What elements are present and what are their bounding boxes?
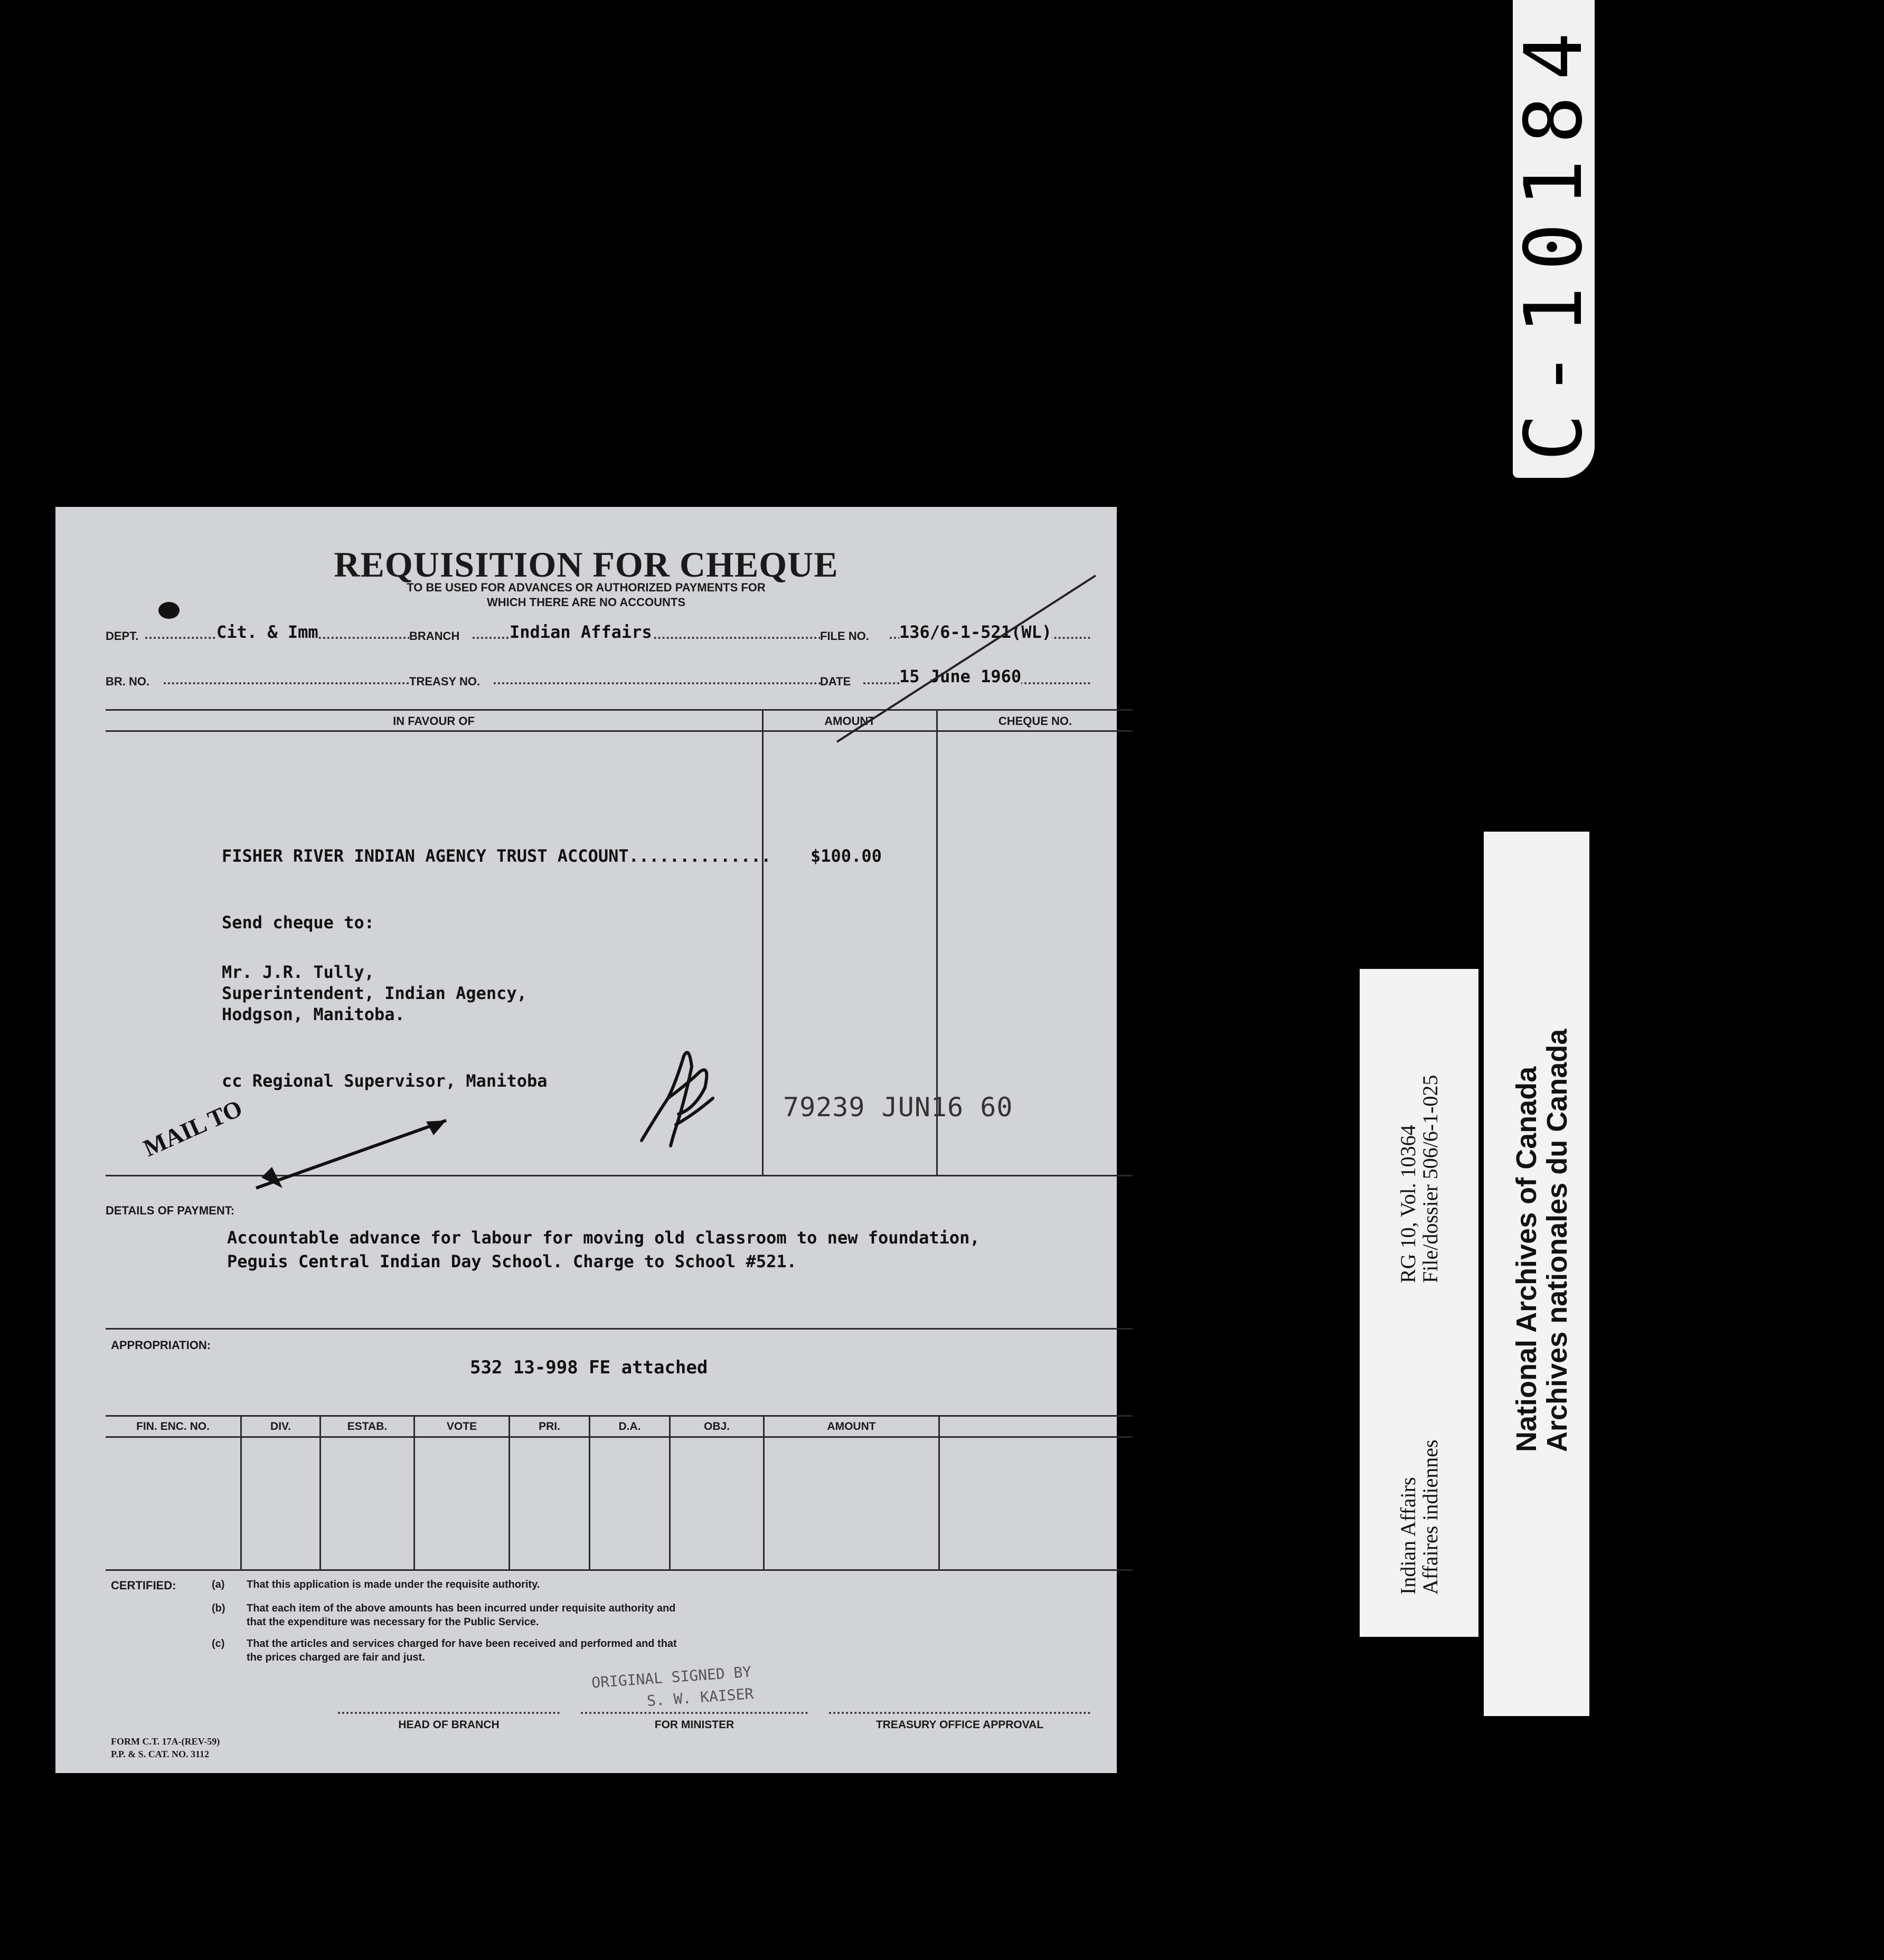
coding-divider	[589, 1415, 590, 1571]
coding-divider	[508, 1415, 510, 1571]
file-no-value: 136/6-1-521(WL)	[899, 622, 1052, 642]
col-cheque-no: CHEQUE NO.	[998, 714, 1072, 728]
coding-header-div: DIV.	[270, 1420, 291, 1433]
cert-a: That this application is made under the requisite authority.	[247, 1579, 540, 1590]
coding-top-rule	[106, 1415, 1133, 1417]
treasy-no-label: TREASY NO.	[409, 675, 481, 688]
col-amount: AMOUNT	[824, 714, 875, 728]
cert-c-letter: (c)	[212, 1638, 225, 1650]
coding-header-da: D.A.	[618, 1420, 641, 1433]
details-label: DETAILS OF PAYMENT:	[106, 1204, 235, 1217]
br-no-label: BR. NO.	[106, 675, 150, 688]
cert-b-2: that the expenditure was necessary for the Public Service.	[247, 1616, 539, 1628]
mail-to-stamp: MAIL TO	[139, 1094, 247, 1162]
for-minister-label: FOR MINISTER	[654, 1719, 734, 1731]
details-line-2: Peguis Central Indian Day School. Charge to School #521.	[227, 1251, 797, 1271]
address-line-2: Superintendent, Indian Agency,	[222, 983, 527, 1003]
coding-header-obj: OBJ.	[703, 1420, 730, 1433]
strike-line	[832, 570, 1106, 745]
coding-header-fin-enc: FIN. ENC. NO.	[136, 1420, 210, 1433]
col-in-favour-of: IN FAVOUR OF	[393, 714, 475, 728]
cheque-stamp-number: 79239 JUN16 60	[783, 1092, 1013, 1123]
branch-label: BRANCH	[409, 629, 460, 643]
form-subtitle-1: TO BE USED FOR ADVANCES OR AUTHORIZED PAYMENTS FOR	[407, 581, 766, 594]
cert-a-letter: (a)	[212, 1579, 225, 1590]
coding-bottom-rule	[106, 1569, 1133, 1571]
coding-header-pri: PRI.	[539, 1420, 560, 1433]
frame-number-strip	[1508, 0, 1600, 478]
form-subtitle-2: WHICH THERE ARE NO ACCOUNTS	[486, 596, 686, 609]
form-number-1: FORM C.T. 17A-(REV-59)	[111, 1736, 220, 1747]
coding-divider	[413, 1415, 415, 1571]
form-number-2: P.P. & S. CAT. NO. 3112	[111, 1749, 210, 1759]
coding-header-estab: ESTAB.	[347, 1420, 388, 1433]
cert-c-1: That the articles and services charged for have been received and performed and that	[247, 1638, 677, 1650]
coding-divider	[240, 1415, 242, 1571]
certified-label: CERTIFIED:	[111, 1579, 176, 1592]
cert-b-1: That each item of the above amounts has been incurred under requisite authority and	[247, 1603, 676, 1614]
national-archives-card	[1484, 832, 1589, 1716]
amount-col-divider	[762, 709, 764, 1176]
coding-header-amount: AMOUNT	[827, 1420, 876, 1433]
original-signed-stamp-1: ORIGINAL SIGNED BY	[591, 1663, 752, 1692]
archives-name-en: National Archives of Canada	[1511, 1066, 1542, 1452]
coding-header-vote: VOTE	[446, 1420, 477, 1433]
branch-value: Indian Affairs	[510, 622, 652, 642]
form-title: REQUISITION FOR CHEQUE	[334, 544, 839, 585]
dept-value: Cit. & Imm	[216, 622, 318, 642]
amount-value: $100.00	[811, 846, 882, 866]
appropriation-label: APPROPRIATION:	[111, 1339, 211, 1352]
coding-divider	[319, 1415, 321, 1571]
ink-blot	[158, 602, 180, 619]
coding-divider	[938, 1415, 940, 1571]
archive-file: File/dossier 506/6-1-025	[1418, 1075, 1442, 1283]
dept-label: DEPT.	[106, 629, 139, 643]
payee: FISHER RIVER INDIAN AGENCY TRUST ACCOUNT..............	[222, 846, 771, 866]
address-line-1: Mr. J.R. Tully,	[222, 962, 374, 982]
cert-b-letter: (b)	[212, 1603, 225, 1614]
treasury-approval-line	[829, 1712, 1090, 1714]
appropriation-value: 532 13-998 FE attached	[470, 1357, 708, 1378]
requisition-form	[55, 507, 1117, 1773]
handwritten-initials	[626, 1035, 721, 1151]
archive-reference: RG 10, Vol. 10364	[1396, 1125, 1420, 1283]
date-value: 15 June 1960	[899, 666, 1022, 686]
address-line-3: Hodgson, Manitoba.	[222, 1004, 405, 1024]
frame-number: C-10184	[1508, 16, 1600, 461]
treasy-no-dots	[494, 682, 821, 684]
details-line-1: Accountable advance for labour for moving old classroom to new foundation,	[227, 1228, 980, 1248]
agency-fr: Affaires indiennes	[1418, 1439, 1442, 1595]
cert-c-2: the prices charged are fair and just.	[247, 1652, 425, 1663]
coding-divider	[763, 1415, 765, 1571]
head-of-branch-label: HEAD OF BRANCH	[398, 1719, 500, 1731]
cc-line: cc Regional Supervisor, Manitoba	[222, 1071, 548, 1091]
original-signed-stamp-2: S. W. KAISER	[646, 1684, 755, 1710]
coding-divider	[669, 1415, 671, 1571]
agency-en: Indian Affairs	[1396, 1477, 1420, 1595]
mail-arrow	[240, 1109, 462, 1199]
for-minister-line	[581, 1712, 808, 1714]
archives-name-fr: Archives nationales du Canada	[1541, 1029, 1573, 1452]
appropriation-rule	[106, 1328, 1133, 1330]
archive-reference-card	[1360, 969, 1478, 1637]
treasury-approval-label: TREASURY OFFICE APPROVAL	[875, 1719, 1044, 1731]
send-cheque-to: Send cheque to:	[222, 912, 374, 932]
date-label: DATE	[820, 675, 851, 688]
file-no-label: FILE NO.	[820, 629, 869, 643]
coding-header-rule	[106, 1436, 1133, 1438]
head-of-branch-line	[338, 1712, 560, 1714]
